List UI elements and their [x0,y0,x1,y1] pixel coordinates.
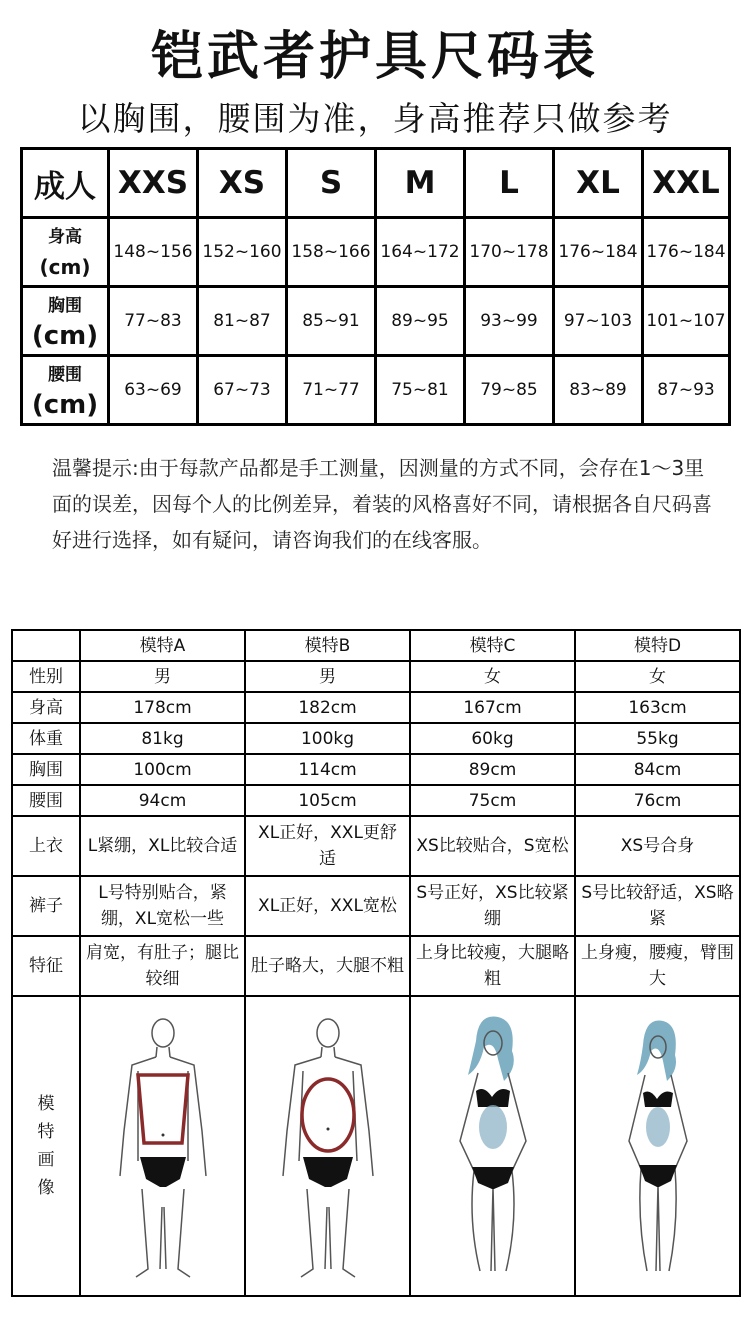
size-s: S [287,149,376,218]
size-l: L [465,149,554,218]
row-label-chest [22,287,109,356]
model-d-header: 模特D [575,630,740,661]
model-image-label: 模特画像 [37,1094,55,1198]
model-cell: S号正好，XS比较紧绷 [410,876,575,936]
height-xxs: 148~156 [109,218,198,287]
size-header-label: 成人 [22,149,109,218]
model-cell: 上身比较瘦，大腿略粗 [410,936,575,996]
model-cell: XL正好，XXL更舒适 [245,816,410,876]
model-header-corner [12,630,80,661]
waist-xxs: 63~69 [109,356,198,425]
model-a-figure [108,1011,218,1281]
model-cell: 167cm [410,692,575,723]
model-row-waist [12,785,740,816]
model-cell: 上身瘦，腰瘦，臂围大 [575,936,740,996]
model-cell: 76cm [575,785,740,816]
model-row-features [12,936,740,996]
model-cell: XL正好，XXL宽松 [245,876,410,936]
height-l: 170~178 [465,218,554,287]
chest-l: 93~99 [465,287,554,356]
size-header-row [22,149,730,218]
model-row-label: 上衣 [12,816,80,876]
row-label-height [22,218,109,287]
model-cell: 114cm [245,754,410,785]
model-cell: 女 [410,661,575,692]
model-b-image-cell [245,996,410,1296]
model-cell: 女 [575,661,740,692]
size-m: M [376,149,465,218]
waist-l: 79~85 [465,356,554,425]
size-row-waist [22,356,730,425]
tips-note: 温馨提示:由于每款产品都是手工测量，因测量的方式不同，会存在1～3里面的误差，因每个人的比例差异，着装的风格喜好不同，请根据各自尺码喜好进行选择，如有疑问，请咨询我们的在线客服。 [52,456,712,552]
row-label-text: 身高 [48,227,82,247]
model-row-label: 性别 [12,661,80,692]
model-row-label: 裤子 [12,876,80,936]
model-cell: 75cm [410,785,575,816]
size-table [20,147,731,426]
model-cell: 100cm [80,754,245,785]
model-cell: XS号合身 [575,816,740,876]
chest-xl: 97~103 [554,287,643,356]
model-cell: L号特别贴合，紧绷，XL宽松一些 [80,876,245,936]
row-label-text: 腰围 [48,365,82,385]
model-d-figure [603,1011,713,1281]
model-row-weight [12,723,740,754]
model-row-height [12,692,740,723]
row-label-unit: (cm) [39,255,91,279]
row-label-unit: (cm) [31,390,99,420]
height-xs: 152~160 [198,218,287,287]
model-cell: 60kg [410,723,575,754]
size-xs: XS [198,149,287,218]
model-row-top [12,816,740,876]
model-row-chest [12,754,740,785]
model-b-figure [273,1011,383,1281]
model-row-pants [12,876,740,936]
model-cell: S号比较舒适，XS略紧 [575,876,740,936]
row-label-unit: (cm) [31,321,99,351]
model-cell: 男 [245,661,410,692]
model-row-label: 腰围 [12,785,80,816]
height-xl: 176~184 [554,218,643,287]
model-d-image-cell [575,996,740,1296]
page-subtitle: 以胸围，腰围为准，身高推荐只做参考 [77,99,673,138]
chest-xxl: 101~107 [643,287,730,356]
size-xxl: XXL [643,149,730,218]
model-cell: 94cm [80,785,245,816]
model-row-label: 体重 [12,723,80,754]
model-row-images [12,996,740,1296]
model-cell: 男 [80,661,245,692]
model-cell: XS比较贴合，S宽松 [410,816,575,876]
model-cell: 182cm [245,692,410,723]
height-xxl: 176~184 [643,218,730,287]
size-xxs: XXS [109,149,198,218]
model-cell: 81kg [80,723,245,754]
model-header-row [12,630,740,661]
size-row-chest [22,287,730,356]
model-cell: 163cm [575,692,740,723]
model-table [11,629,741,1297]
model-cell: L紧绷，XL比较合适 [80,816,245,876]
model-cell: 89cm [410,754,575,785]
model-a-image-cell [80,996,245,1296]
page-title: 铠武者护具尺码表 [150,27,599,87]
model-cell: 肚子略大，大腿不粗 [245,936,410,996]
row-label-waist [22,356,109,425]
waist-xxl: 87~93 [643,356,730,425]
model-row-label: 身高 [12,692,80,723]
model-image-label-cell [12,996,80,1296]
model-a-header: 模特A [80,630,245,661]
size-xl: XL [554,149,643,218]
model-cell: 肩宽，有肚子；腿比较细 [80,936,245,996]
waist-s: 71~77 [287,356,376,425]
height-s: 158~166 [287,218,376,287]
height-m: 164~172 [376,218,465,287]
chest-s: 85~91 [287,287,376,356]
row-label-text: 胸围 [48,296,82,316]
model-c-figure [438,1011,548,1281]
model-c-header: 模特C [410,630,575,661]
waist-xl: 83~89 [554,356,643,425]
waist-m: 75~81 [376,356,465,425]
size-row-height [22,218,730,287]
waist-xs: 67~73 [198,356,287,425]
chest-xs: 81~87 [198,287,287,356]
model-b-header: 模特B [245,630,410,661]
model-cell: 178cm [80,692,245,723]
model-row-gender [12,661,740,692]
model-row-label: 特征 [12,936,80,996]
chest-xxs: 77~83 [109,287,198,356]
model-row-label: 胸围 [12,754,80,785]
chest-m: 89~95 [376,287,465,356]
model-cell: 84cm [575,754,740,785]
model-cell: 100kg [245,723,410,754]
model-cell: 55kg [575,723,740,754]
model-cell: 105cm [245,785,410,816]
model-c-image-cell [410,996,575,1296]
